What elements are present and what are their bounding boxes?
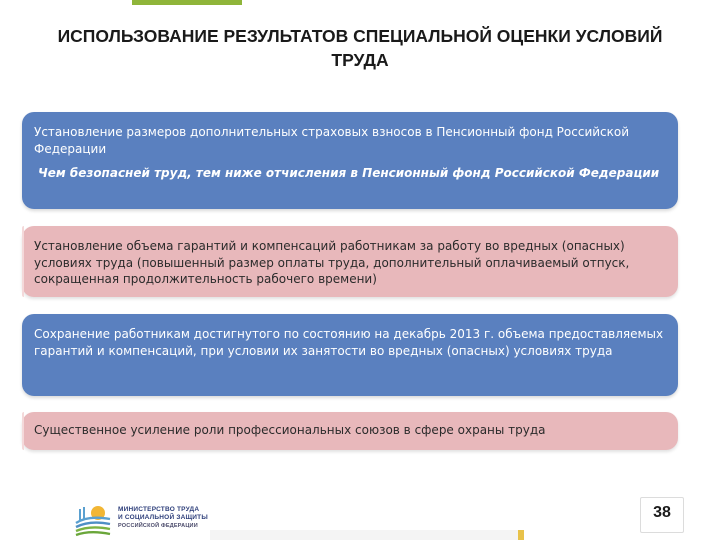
slide-title: ИСПОЛЬЗОВАНИЕ РЕЗУЛЬТАТОВ СПЕЦИАЛЬНОЙ ОЦЕНКИ УСЛОВИЙ ТРУДА: [57, 26, 663, 70]
card-text: Установление объема гарантий и компенсаций работникам за работу во вредных (опасных) условиях труда (повышенный размер оплаты труда, дополнительный оплачиваемый отпуск, сокращенная продолжительность рабочего времени): [34, 239, 630, 286]
ministry-name: МИНИСТЕРСТВО ТРУДА И СОЦИАЛЬНОЙ ЗАЩИТЫ РОССИЙСКОЙ ФЕДЕРАЦИИ: [118, 506, 208, 529]
top-accent-bar: [132, 0, 242, 5]
card-emphasis: Чем безопасней труд, тем ниже отчисления в Пенсионный фонд Российской Федерации: [38, 166, 660, 180]
info-card-trade-unions: [22, 412, 678, 450]
ministry-emblem-icon: [74, 503, 112, 537]
card-text: Сохранение работникам достигнутого по состоянию на декабрь 2013 г. объема предоставляемых гарантий и компенсаций, при условии их занятости во вредных (опасных) условиях труда: [34, 327, 664, 358]
card-text: Установление размеров дополнительных страховых взносов в Пенсионный фонд Российской Федерации: [34, 125, 630, 156]
info-card-preservation: [22, 314, 678, 396]
card-text: Существенное усиление роли профессиональных союзов в сфере охраны труда: [34, 423, 546, 437]
page-number: 38: [653, 504, 671, 521]
footer-accent: [518, 530, 524, 540]
info-card-pension-contributions: [22, 112, 678, 209]
info-card-guarantees: [22, 226, 678, 297]
footer-divider: [210, 530, 518, 540]
